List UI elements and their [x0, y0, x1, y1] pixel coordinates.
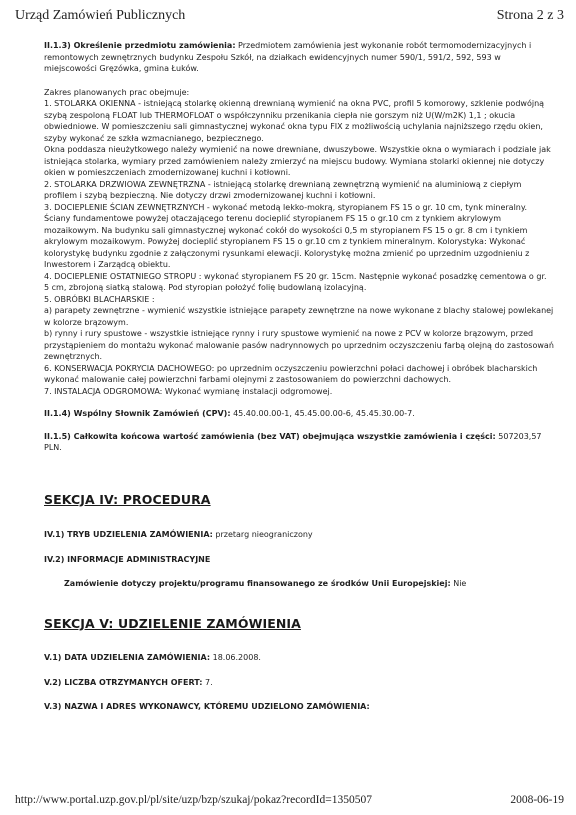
scope-line: 1. STOLARKA OKIENNA - istniejącą stolarkę okienną drewnianą wymienić na okna PVC, profil 5 komorowy, szklenie podwójną szybą zespoloną FLOAT lub THERMOFLOAT o współczynniku przenikania ciepła nie gorszym niż U(W/m2K) 1,1 ; okucia obwiedniowe. W pomieszczeniu sali gimnastycznej wykonać okna typu FIX z możliwością uchylania najniższego rzędu okien, szyby wykonać ze szkła wzmacnianego, bezpiecznego. [44, 99, 545, 143]
section-ii-1-3 [44, 40, 554, 75]
section-label: V.1) DATA UDZIELENIA ZAMÓWIENIA: [44, 653, 211, 662]
section-text: 45.40.00.00-1, 45.45.00.00-6, 45.45.30.00-7. [230, 409, 415, 418]
scope-line: b) rynny i rury spustowe - wszystkie istniejące rynny i rury spustowe wymienić na nowe z PCV w kolorze brązowym, przed przystąpieniem do montażu wykonać malowanie pasów nadrynnowych po uprzednim oczyszczeniu farbą olejną do zastosowań zewnętrznych. [44, 329, 554, 361]
eu-funding-label: Zamówienie dotyczy projektu/programu finansowanego ze środków Unii Europejskiej: [64, 579, 451, 588]
scope-line: 2. STOLARKA DRZWIOWA ZEWNĘTRZNA - istniejącą stolarkę drewnianą zewnętrzną wymienić na aluminiową z ciepłym profilem i szybą bezpieczną. Nie dotyczy drzwi zmodernizowanej kuchni i kotłowni. [44, 179, 522, 200]
scope-line: 5. OBRÓBKI BLACHARSKIE : [44, 294, 155, 304]
page-header [15, 8, 564, 24]
section-v-1 [44, 652, 554, 664]
section-v-3: V.3) NAZWA I ADRES WYKONAWCY, KTÓREMU UDZIELONO ZAMÓWIENIA: [44, 702, 370, 711]
section-label: II.1.4) Wspólny Słownik Zamówień (CPV): [44, 409, 231, 418]
section-text: 507203,57 PLN. [44, 431, 542, 452]
section-v-title: SEKCJA V: UDZIELENIE ZAMÓWIENIA [44, 615, 301, 631]
section-label: II.1.3) Określenie przedmiotu zamówienia: [44, 41, 236, 50]
section-ii-1-4 [44, 408, 554, 420]
section-ii-1-5 [44, 431, 554, 454]
footer-url: http://www.portal.uzp.gov.pl/pl/site/uzp/bzp/szukaj/pokaz?recordId=1350507 [15, 794, 372, 806]
page-number: Strona 2 z 3 [496, 8, 564, 23]
scope-line: 3. DOCIEPLENIE ŚCIAN ZEWNĘTRZNYCH - wykonać metodą lekko-mokrą, styropianem FS 15 o gr. 10 cm, tynk mineralny. Ściany fundamentowe powyżej otaczającego terenu docieplić styropianem FS 15 o gr.10 cm z tynkiem akrylowym mozaikowym. Na budynku sali gimnastycznej wykonać cokół do wysokości 0,5 m styropianem FS 15 o gr. 8 cm i tynkiem akrylowym mozaikowym. Powyżej docieplić styropianem FS 15 o gr.10 cm z tynkiem mineralnym. Kolorystyka: Wykonać kolorystykę budynku zgodnie z załączonymi rysunkami elewacji. Kolorystykę można zmienić po uprzednim uzgodnieniu z Inwestorem i Zarządcą obiektu. [44, 202, 530, 269]
scope-line: a) parapety zewnętrzne - wymienić wszystkie istniejące parapety zewnętrzne na nowe wykonane z blachy stalowej powlekanej w kolorze brązowym. [44, 306, 554, 327]
section-label: V.2) LICZBA OTRZYMANYCH OFERT: [44, 677, 203, 687]
section-iv-1 [44, 529, 554, 541]
page-footer [15, 794, 564, 806]
section-text: 18.06.2008. [210, 653, 261, 662]
scope-line: Zakres planowanych prac obejmuje: [44, 87, 190, 97]
section-text: 7. [202, 677, 213, 687]
section-text: Przedmiotem zamówienia jest wykonanie robót termomodernizacyjnych i remontowych zewnętrznych budynku Zespołu Szkół, na działkach ewidencyjnych numer 590/1, 591/2, 592, 593 w miejscowości Gręzówka, gmina Łuków. [44, 41, 532, 73]
section-text: przetarg nieograniczony [212, 530, 313, 539]
section-iv-title: SEKCJA IV: PROCEDURA [44, 491, 211, 507]
scope-line: 6. KONSERWACJA POKRYCIA DACHOWEGO: po uprzednim oczyszczeniu powierzchni połaci dachowej i obróbek blacharskich wykonać malowanie całej powierzchni farbami olejnymi z zastosowaniem do powierzchni dachowych. [44, 363, 538, 384]
header-title: Urząd Zamówień Publicznych [15, 8, 186, 23]
section-label: II.1.5) Całkowita końcowa wartość zamówienia (bez VAT) obejmująca wszystkie zamówienia i części: [44, 431, 496, 441]
document-body [44, 40, 554, 713]
eu-funding-row [44, 578, 554, 590]
scope-line: 4. DOCIEPLENIE OSTATNIEGO STROPU : wykonać styropianem FS 20 gr. 15cm. Następnie wykonać posadzkę cementowa o gr. 5 cm, zbrojoną siatką stalową. Pod styropian położyć folię budowlaną izolacyjną. [44, 271, 547, 292]
scope-line: Okna poddasza nieużytkowego należy wymienić na nowe drewniane, dwuszybowe. Wszystkie okna o wymiarach i podziale jak istniejąca stolarka, wymiary przed zamówieniem należy zmierzyć na miejscu budowy. Wymiana stolarki okiennej nie dotyczy okien w pomieszczeniach zmodernizowanej kuchni i kotłowni. [44, 145, 551, 177]
scope-line: 7. INSTALACJA ODGROMOWA: Wykonać wymianę instalacji odgromowej. [44, 386, 333, 396]
work-scope-list [44, 87, 554, 398]
footer-date: 2008-06-19 [510, 794, 564, 806]
section-label: IV.1) TRYB UDZIELENIA ZAMÓWIENIA: [44, 530, 213, 539]
section-iv-2: IV.2) INFORMACJE ADMINISTRACYJNE [44, 554, 211, 564]
section-v-2 [44, 677, 554, 689]
eu-funding-value: Nie [450, 579, 467, 588]
